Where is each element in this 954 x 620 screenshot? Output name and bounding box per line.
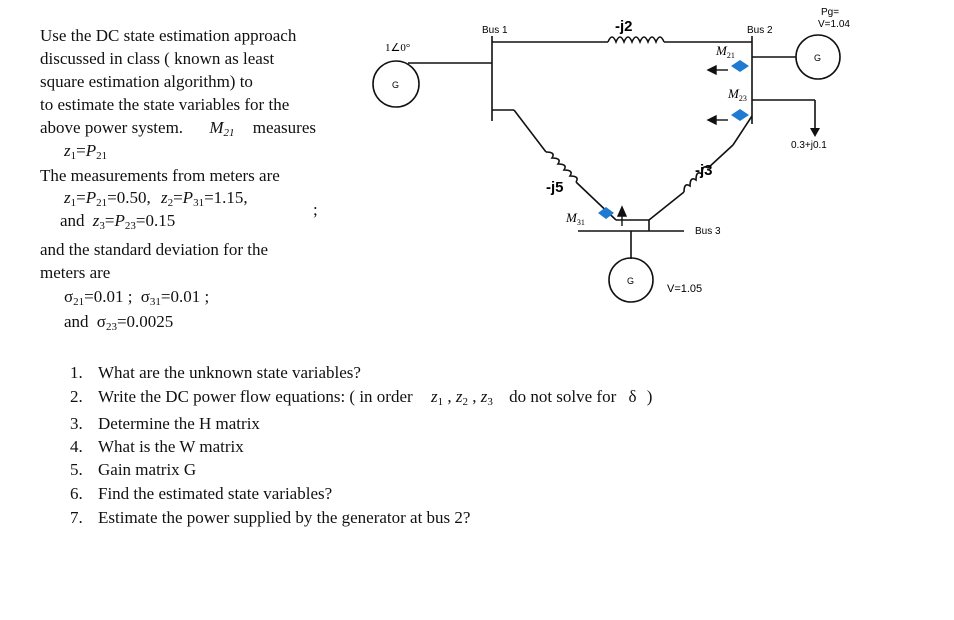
measurement-z3: and $z_3=P_{23}=0.15$: [60, 211, 176, 232]
meter-m23-label: $M_{23}$: [728, 86, 747, 103]
question-2: 2. Write the DC power flow equations: ( in order $z_1$ , $z_2$ , $z_3$ do not solve for δ ): [70, 387, 653, 408]
meter-m21-arrow: [708, 66, 716, 74]
question-3: 3. Determine the H matrix: [70, 414, 260, 433]
line23-impedance: -j3: [695, 162, 713, 179]
problem-line-4: to estimate the state variables for the: [40, 95, 290, 114]
load-value: 0.3+j0.1: [791, 140, 827, 151]
sd-value-3: and $\sigma_{23}=0.0025$: [64, 312, 174, 333]
sd-values: $\sigma_{21}=0.01$ ; $\sigma_{31}=0.01$ ;: [64, 287, 210, 308]
meter-m31-arrow: [618, 207, 626, 216]
question-6: 6. Find the estimated state variables?: [70, 484, 333, 503]
line12-inductor: [608, 37, 664, 42]
measurement-semicolon: ;: [313, 200, 318, 219]
problem-line-1: Use the DC state estimation approach: [40, 26, 297, 45]
bus3-voltage: V=1.05: [667, 283, 703, 295]
line13-impedance: -j5: [546, 179, 564, 196]
question-1: 1. What are the unknown state variables?: [70, 363, 361, 382]
gen2-label: G: [814, 53, 822, 63]
line13-inductor: [546, 152, 577, 182]
problem-line-5-text: above power system.: [40, 118, 184, 137]
bus1-label: Bus 1: [482, 25, 508, 36]
meter-m23-diamond: [731, 109, 749, 121]
bus1-voltage: 1∠0°: [385, 42, 411, 54]
question-7: 7. Estimate the power supplied by the generator at bus 2?: [70, 508, 471, 527]
load-arrow: [810, 128, 820, 137]
meter-m21-symbol: $M_{21}$: [209, 118, 235, 139]
meter-m31-label: $M_{31}$: [566, 210, 585, 227]
problem-line-3: square estimation algorithm) to: [40, 72, 253, 91]
sd-intro-2: meters are: [40, 263, 111, 282]
meters: [598, 60, 749, 219]
meter-m21-label: $M_{21}$: [716, 43, 735, 60]
meter-m31-diamond: [598, 207, 614, 219]
measurement-values: $z_1=P_{21}=0.50$, $z_2=P_{31}=1.15$,: [64, 188, 248, 209]
measures-text: measures: [252, 118, 316, 137]
question-4: 4. What is the W matrix: [70, 437, 244, 456]
gen3-label: G: [627, 276, 635, 286]
bus2-pg: Pg=: [821, 7, 840, 18]
line12-impedance: -j2: [615, 18, 633, 35]
bus2-label: Bus 2: [747, 25, 773, 36]
bus2-voltage: V=1.04: [818, 19, 850, 30]
meter-m23-arrow: [708, 116, 716, 124]
problem-line-2: discussed in class ( known as least: [40, 49, 275, 68]
gen1-label: G: [392, 80, 400, 90]
z1-definition: $z_1=P_{21}$: [64, 141, 108, 162]
measurements-intro: The measurements from meters are: [40, 166, 280, 185]
meter-m21-diamond: [731, 60, 749, 72]
question-5: 5. Gain matrix G: [70, 460, 197, 479]
bus3-label: Bus 3: [695, 226, 721, 237]
sd-intro-1: and the standard deviation for the: [40, 240, 269, 259]
